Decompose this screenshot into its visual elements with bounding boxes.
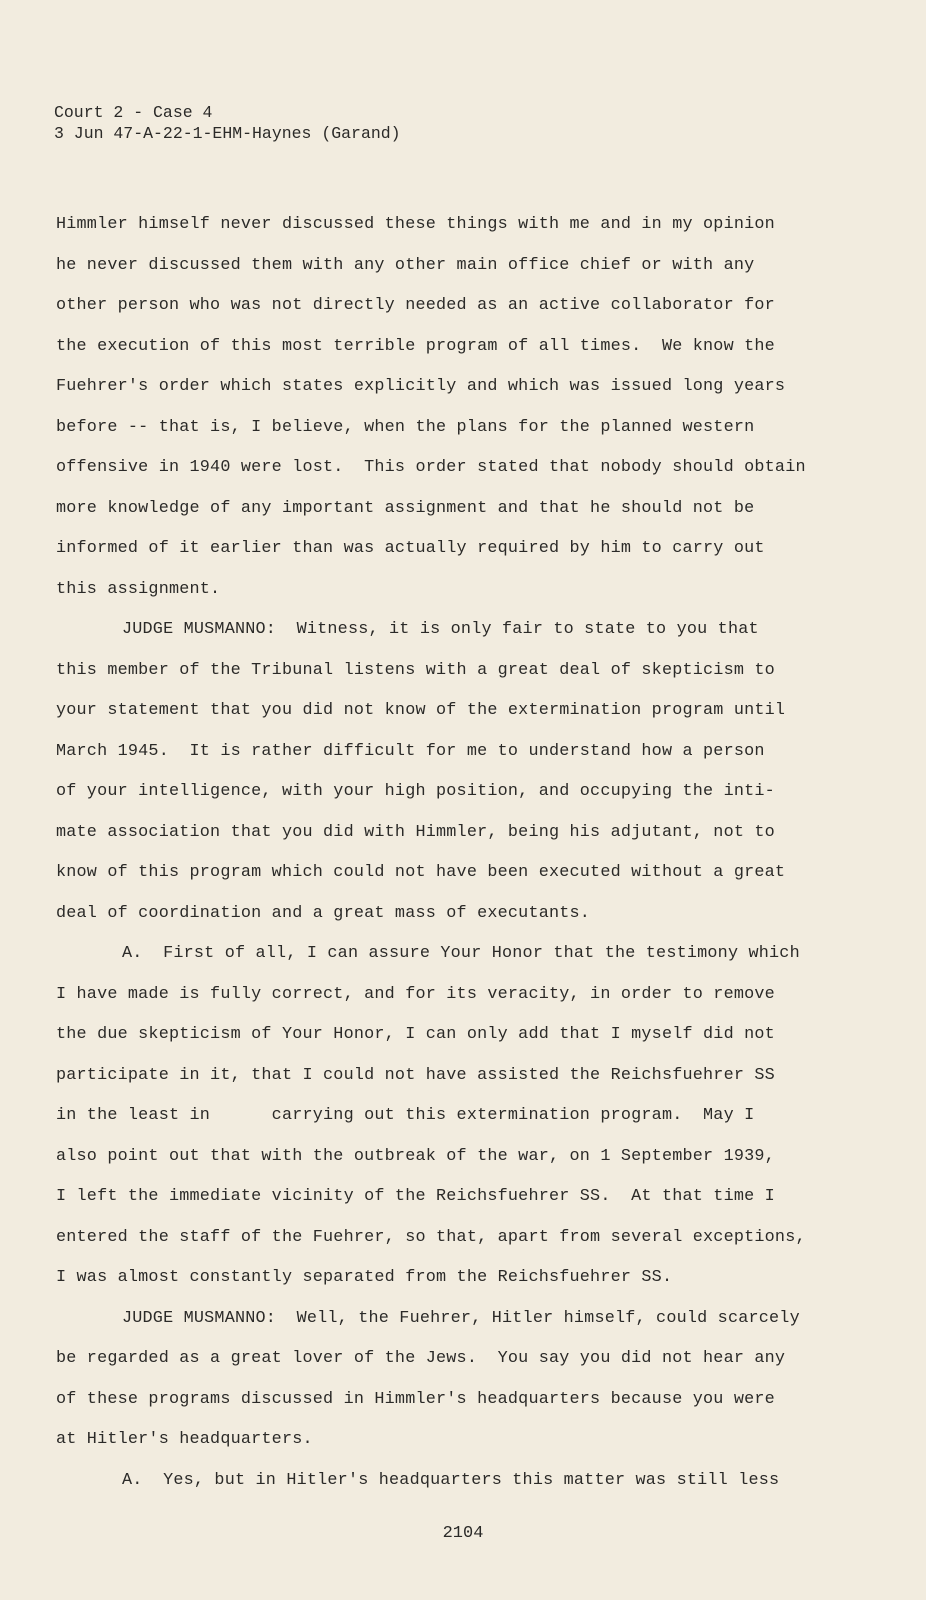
text-line: participate in it, that I could not have assisted the Reichsfuehrer SS xyxy=(56,1065,775,1085)
text-line: of your intelligence, with your high position, and occupying the inti- xyxy=(56,782,775,801)
text-line: I left the immediate vicinity of the Reichsfuehrer SS. At that time I xyxy=(56,1187,775,1206)
text-line: Himmler himself never discussed these things with me and in my opinion xyxy=(56,215,775,234)
transcript-body xyxy=(56,212,886,1508)
case-line: Court 2 - Case 4 xyxy=(54,103,213,122)
text-line: Fuehrer's order which states explicitly and which was issued long years xyxy=(56,377,786,396)
text-line: before -- that is, I believe, when the plans for the planned western xyxy=(56,417,755,437)
text-line: March 1945. It is rather difficult for me to understand how a person xyxy=(56,741,765,761)
text-line: your statement that you did not know of the extermination program until xyxy=(56,701,786,720)
text-line: also point out that with the outbreak of the war, on 1 September 1939, xyxy=(56,1146,775,1166)
text-line: be regarded as a great lover of the Jews. You say you did not hear any xyxy=(56,1349,786,1368)
text-line: I have made is fully correct, and for its veracity, in order to remove xyxy=(56,984,775,1004)
text-line: this member of the Tribunal listens with a great deal of skepticism to xyxy=(56,660,775,680)
page-number: 2104 xyxy=(442,1524,484,1543)
text-line: other person who was not directly needed as an active collaborator for xyxy=(56,296,775,315)
text-line: A. Yes, but in Hitler's headquarters this matter was still less xyxy=(122,1470,780,1490)
text-line: in the least in carrying out this extermination program. May I xyxy=(56,1106,755,1125)
text-line: deal of coordination and a great mass of executants. xyxy=(56,903,591,923)
text-line: entered the staff of the Fuehrer, so that, apart from several exceptions, xyxy=(56,1227,806,1247)
text-line: offensive in 1940 were lost. This order stated that nobody should obtain xyxy=(56,458,806,477)
text-line: the execution of this most terrible program of all times. We know the xyxy=(56,336,775,356)
text-line: know of this program which could not have been executed without a great xyxy=(56,863,786,882)
text-line: A. First of all, I can assure Your Honor that the testimony which xyxy=(122,944,800,963)
text-line: I was almost constantly separated from the Reichsfuehrer SS. xyxy=(56,1268,673,1287)
text-line: this assignment. xyxy=(56,579,221,599)
text-line: JUDGE MUSMANNO: Well, the Fuehrer, Hitler himself, could scarcely xyxy=(122,1308,800,1328)
text-line: more knowledge of any important assignment and that he should not be xyxy=(56,498,755,518)
text-line: the due skepticism of Your Honor, I can only add that I myself did not xyxy=(56,1025,775,1044)
text-line: informed of it earlier than was actually required by him to carry out xyxy=(56,539,765,558)
text-line: at Hitler's headquarters. xyxy=(56,1430,313,1449)
text-line: he never discussed them with any other main office chief or with any xyxy=(56,255,755,275)
text-line: JUDGE MUSMANNO: Witness, it is only fair to state to you that xyxy=(122,620,759,639)
text-line: mate association that you did with Himmler, being his adjutant, not to xyxy=(56,822,775,842)
text-line: of these programs discussed in Himmler's headquarters because you were xyxy=(56,1389,775,1409)
session-line: 3 Jun 47-A-22-1-EHM-Haynes (Garand) xyxy=(54,124,401,143)
document-header xyxy=(54,102,401,144)
